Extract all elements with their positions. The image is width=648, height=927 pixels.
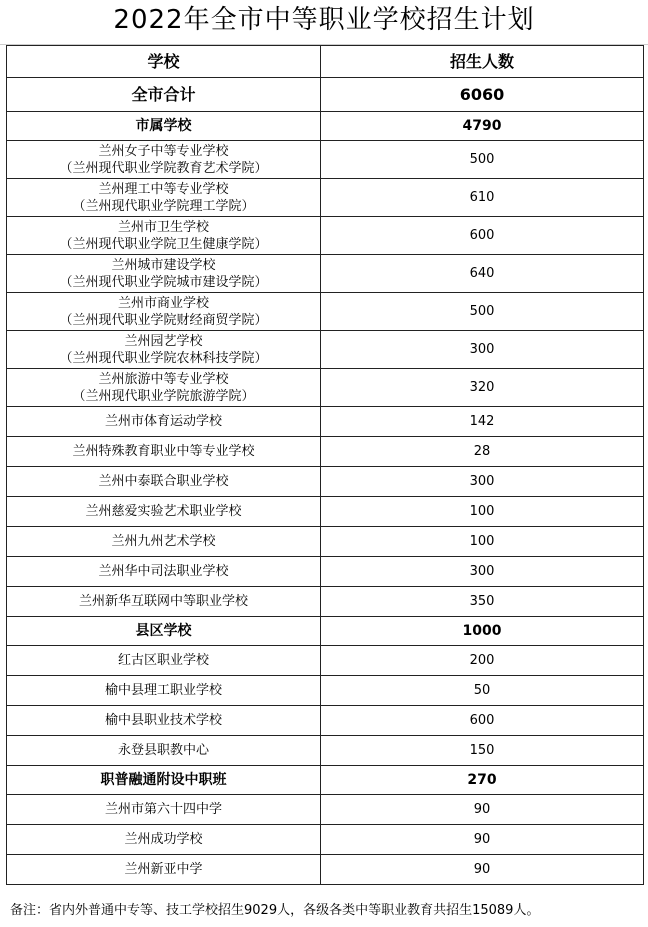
enrollment-table [6,45,644,885]
school-name: 榆中县职业技术学校 [104,713,222,728]
group-row [7,617,644,646]
group-row [7,112,644,141]
table-row [7,497,644,527]
total-label: 全市合计 [7,78,321,112]
enrollment-count: 100 [321,497,644,527]
school-name: 兰州华中司法职业学校 [98,564,229,579]
enrollment-count: 100 [321,527,644,557]
school-name: 榆中县理工职业学校 [104,683,222,698]
total-value: 6060 [321,78,644,112]
enrollment-count: 500 [321,141,644,179]
school-name: 兰州女子中等专业学校 [98,143,229,159]
enrollment-count: 90 [321,825,644,855]
school-name-cell [7,497,321,527]
table-row [7,437,644,467]
enrollment-count: 50 [321,676,644,706]
enrollment-count: 300 [321,331,644,369]
table-row [7,706,644,736]
enrollment-count: 90 [321,855,644,885]
group-label: 县区学校 [7,617,321,646]
school-name: 兰州九州艺术学校 [111,534,216,549]
group-value: 4790 [321,112,644,141]
enrollment-count: 350 [321,587,644,617]
total-row [7,78,644,112]
group-label: 市属学校 [7,112,321,141]
school-name-cell [7,736,321,766]
enrollment-count: 200 [321,646,644,676]
school-name-cell [7,855,321,885]
footnote: 备注：省内外普通中专等、技工学校招生9029人，各级各类中等职业教育共招生15089人。 [10,903,540,918]
school-name: 兰州新亚中学 [124,862,203,877]
table-row [7,676,644,706]
enrollment-count: 320 [321,369,644,407]
enrollment-count: 610 [321,179,644,217]
school-name: 兰州慈爱实验艺术职业学校 [85,504,242,519]
header-school: 学校 [7,46,321,78]
enrollment-count: 90 [321,795,644,825]
school-name: 兰州特殊教育职业中等专业学校 [72,444,255,459]
table-row [7,795,644,825]
table-row [7,587,644,617]
enrollment-count: 28 [321,437,644,467]
group-label: 职普融通附设中职班 [7,766,321,795]
group-row [7,766,644,795]
table-row [7,855,644,885]
enrollment-count: 300 [321,557,644,587]
school-name-cell [7,141,321,179]
table-row [7,736,644,766]
table-row [7,646,644,676]
group-value: 270 [321,766,644,795]
table-row [7,369,644,407]
school-name-cell [7,407,321,437]
table-row [7,825,644,855]
school-name-cell [7,646,321,676]
table-row [7,527,644,557]
school-name: 兰州园艺学校 [124,333,203,349]
table-row [7,407,644,437]
school-name: 兰州理工中等专业学校 [98,181,229,197]
school-subname: （兰州现代职业学院旅游学院） [72,388,255,404]
school-name: 兰州市商业学校 [117,295,209,311]
school-name: 红古区职业学校 [117,653,209,668]
school-name-cell [7,467,321,497]
table-header-row [7,46,644,78]
school-subname: （兰州现代职业学院卫生健康学院） [59,236,268,252]
enrollment-count: 500 [321,293,644,331]
table-row [7,557,644,587]
school-name-cell [7,331,321,369]
school-name: 兰州市体育运动学校 [104,414,222,429]
enrollment-count: 300 [321,467,644,497]
school-name-cell [7,369,321,407]
school-name: 兰州中泰联合职业学校 [98,474,229,489]
table-row [7,293,644,331]
school-name-cell [7,179,321,217]
school-name-cell [7,706,321,736]
school-subname: （兰州现代职业学院教育艺术学院） [59,160,268,176]
table-row [7,331,644,369]
school-name: 兰州新华互联网中等职业学校 [78,594,248,609]
school-name: 兰州市第六十四中学 [104,802,222,817]
school-subname: （兰州现代职业学院理工学院） [72,198,255,214]
table-row [7,255,644,293]
school-name: 兰州成功学校 [124,832,203,847]
enrollment-count: 640 [321,255,644,293]
school-name-cell [7,676,321,706]
school-name: 兰州城市建设学校 [111,257,216,273]
school-name-cell [7,437,321,467]
table-row [7,179,644,217]
page-title: 2022年全市中等职业学校招生计划 [0,0,648,45]
school-name-cell [7,255,321,293]
group-value: 1000 [321,617,644,646]
school-subname: （兰州现代职业学院农林科技学院） [59,350,268,366]
school-name-cell [7,557,321,587]
school-subname: （兰州现代职业学院城市建设学院） [59,274,268,290]
school-name: 永登县职教中心 [117,743,209,758]
school-name-cell [7,587,321,617]
enrollment-count: 600 [321,706,644,736]
school-name: 兰州市卫生学校 [117,219,209,235]
enrollment-count: 150 [321,736,644,766]
school-name-cell [7,527,321,557]
enrollment-count: 600 [321,217,644,255]
school-name-cell [7,825,321,855]
school-name: 兰州旅游中等专业学校 [98,371,229,387]
table-row [7,141,644,179]
table-row [7,217,644,255]
table-row [7,467,644,497]
header-count: 招生人数 [321,46,644,78]
school-subname: （兰州现代职业学院财经商贸学院） [59,312,268,328]
school-name-cell [7,795,321,825]
enrollment-count: 142 [321,407,644,437]
school-name-cell [7,293,321,331]
school-name-cell [7,217,321,255]
